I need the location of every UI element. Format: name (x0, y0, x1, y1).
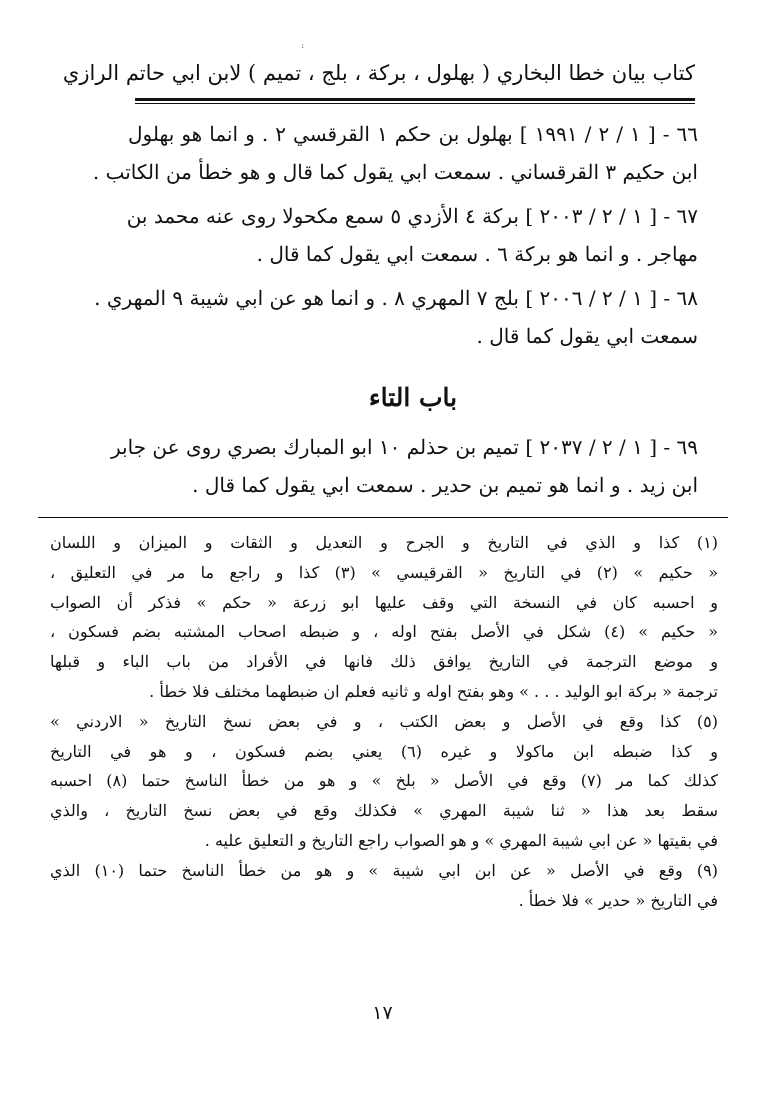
entries-block (92, 115, 699, 355)
page-number: ١٧ (372, 1002, 393, 1024)
footnote-line: (٥) كذا وقع في الأصل و بعض الكتب ، و في بعض نسخ التاريخ « الاردني » (50, 711, 718, 731)
entry-line: ٦٨ - [ ١ / ٢ / ٢٠٠٦ ] بلج ٧ المهري ٨ . و انما هو عن ابي شيبة ٩ المهري . (94, 286, 698, 310)
header-rule-thick (135, 98, 695, 101)
entry-line: مهاجر . و انما هو بركة ٦ . سمعت ابي يقول كما قال . (256, 242, 698, 266)
section-heading: باب التاء (368, 383, 458, 412)
entry-68 (94, 279, 698, 355)
footnote-line: سقط بعد هذا « ثنا شيبة المهري » فكذلك وقع في بعض نسخ التاريخ ، والذي (50, 801, 718, 821)
footnote-line: و احسبه كان في النسخة التي وقف عليها ابو زرعة « حكم » فذكر أن الصواب (50, 592, 718, 612)
entry-line: سمعت ابي يقول كما قال . (476, 324, 698, 348)
footnote-line: ترجمة « بركة ابو الوليد . . . » وهو بفتح اوله و ثانيه فعلم ان ضبطهما مختلف فلا خطأ . (149, 681, 718, 701)
running-title: كتاب بيان خطا البخاري ( بهلول ، بركة ، بلج ، تميم ) لابن ابي حاتم الرازي (62, 61, 695, 85)
footnote-line: (١) كذا و الذي في التاريخ و الجرح و التعديل و الثقات و الميزان و اللسان (50, 533, 718, 552)
entries-block-2 (111, 428, 698, 504)
footnotes-block (50, 528, 718, 915)
footnote-line: في التاريخ « حدير » فلا خطأ . (518, 890, 718, 910)
footnote-line: كذلك كما مر (٧) وقع في الأصل « بلخ » و هو من خطأ الناسخ حتما (٨) احسبه (50, 771, 719, 791)
entry-66 (92, 115, 699, 191)
header-rule-thin (135, 103, 695, 104)
footnote-line: « حكيم » (٢) في التاريخ « القرقيسي » (٣) كذا و راجع ما مر في التعليق ، (50, 562, 719, 582)
footnote-rule (38, 517, 728, 518)
entry-line: ابن زيد . و انما هو تميم بن حدير . سمعت ابي يقول كما قال . (192, 473, 698, 497)
entry-line: ٦٩ - [ ١ / ٢ / ٢٠٣٧ ] تميم بن حذلم ١٠ ابو المبارك بصري روى عن جابر (111, 435, 698, 459)
entry-line: ٦٦ - [ ١ / ٢ / ١٩٩١ ] بهلول بن حكم ١ القرقسي ٢ . و انما هو بهلول (128, 122, 699, 146)
footnote-line: « حكيم » (٤) شكل في الأصل بفتح اوله ، و ضبطه اصحاب المشتبه بضم فسكون ، (50, 622, 719, 642)
entry-line: ابن حكيم ٣ القرقساني . سمعت ابي يقول كما قال و هو خطأ من الكاتب . (92, 160, 698, 184)
entry-67 (128, 197, 698, 273)
footnote-line: (٩) وقع في الأصل « عن ابن ابي شيبة » و هو من خطأ الناسخ حتما (١٠) الذي (50, 860, 718, 880)
footnote-line: و كذا ضبطه ابن ماكولا و غيره (٦) يعني بضم فسكون ، و هو في التاريخ (50, 741, 719, 761)
entry-line: ٦٧ - [ ١ / ٢ / ٢٠٠٣ ] بركة ٤ الأزدي ٥ سمع مكحولا روى عنه محمد بن (126, 204, 698, 228)
footnote-line: في بقيتها « عن ابي شيبة المهري » و هو الصواب راجع التاريخ و التعليق عليه . (204, 830, 718, 850)
entry-69 (111, 428, 698, 504)
ink-speck-decoration: ꞉ (301, 42, 304, 52)
footnote-line: و موضع الترجمة في التاريخ يوافق ذلك فانها في الأفراد من باب الباء و قبلها (50, 652, 718, 672)
